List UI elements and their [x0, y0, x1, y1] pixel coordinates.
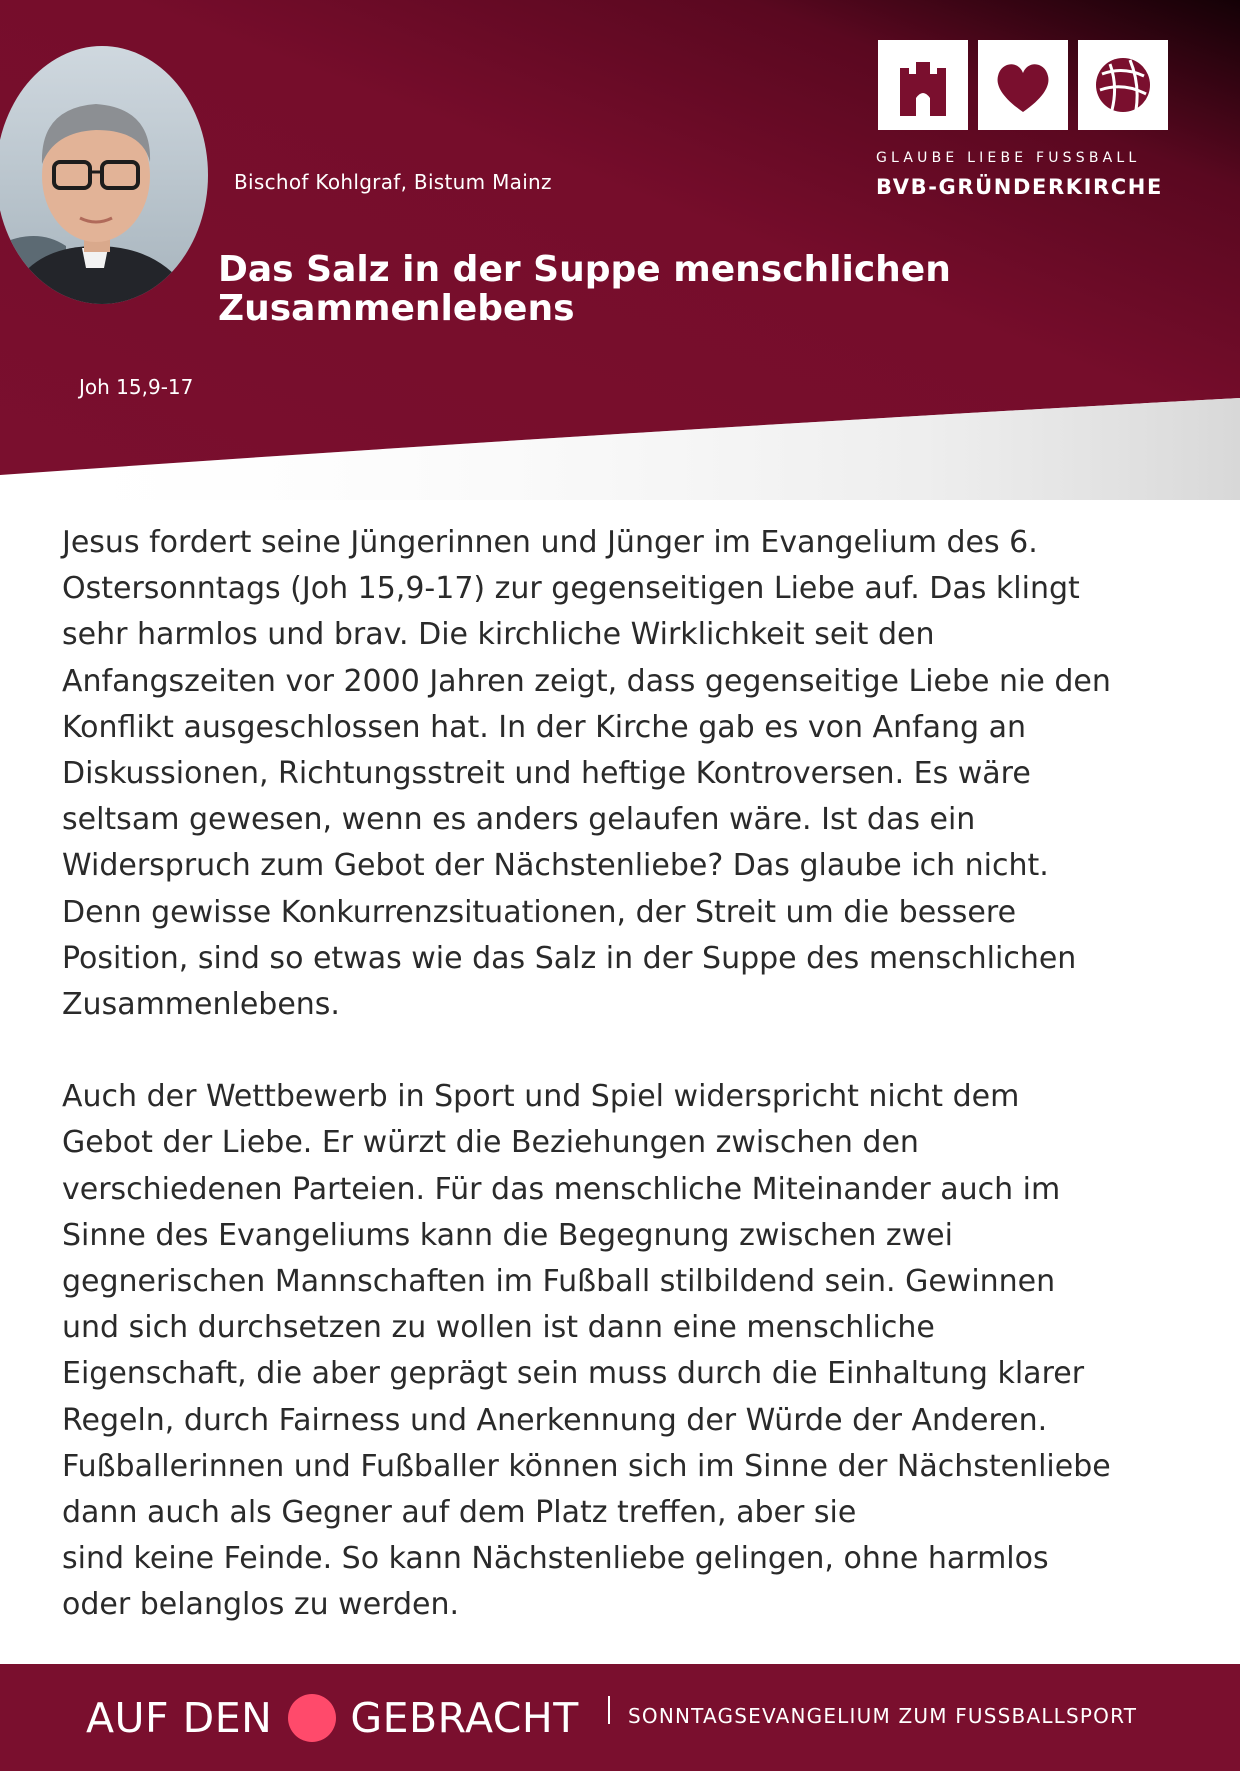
text-line: seltsam gewesen, wenn es anders gelaufen wäre. Ist das ein [62, 802, 976, 838]
bible-reference: Joh 15,9-17 [79, 375, 194, 399]
title-line-2: Zusammenlebens [218, 288, 575, 329]
text-line: Jesus fordert seine Jüngerinnen und Jünger im Evangelium des 6. [62, 525, 1038, 560]
text-line: Anfangszeiten vor 2000 Jahren zeigt, dass gegenseitige Liebe nie den [62, 663, 1111, 699]
text-line: Gebot der Liebe. Er würzt die Beziehungen zwischen den [62, 1125, 919, 1161]
text-line: sehr harmlos und brav. Die kirchliche Wirklichkeit seit den [62, 617, 935, 653]
text-line: und sich durchsetzen zu wollen ist dann eine menschliche [62, 1310, 935, 1346]
logo-tagline: GLAUBE LIEBE FUSSBALL [876, 150, 1141, 166]
ball-icon [288, 1694, 336, 1742]
text-line: Position, sind so etwas wie das Salz in der Suppe des menschlichen [62, 940, 1077, 976]
text-line: Zusammenlebens. [62, 987, 340, 1023]
footer-brand-part-1: AUF DEN [86, 1694, 273, 1742]
text-line: Konflikt ausgeschlossen hat. In der Kirche gab es von Anfang an [62, 709, 1027, 745]
page-title [218, 250, 978, 328]
paragraph-1 [62, 520, 1192, 1028]
text-line: Diskussionen, Richtungsstreit und heftige Kontroversen. Es wäre [62, 756, 1031, 792]
text-line: Ostersonntags (Joh 15,9-17) zur gegenseitigen Liebe auf. Das klingt [62, 571, 1080, 607]
text-line: dann auch als Gegner auf dem Platz treffen, aber sie [62, 1495, 857, 1531]
footer-subtitle: SONNTAGSEVANGELIUM ZUM FUSSBALLSPORT [628, 1704, 1138, 1728]
header-banner [0, 0, 1240, 500]
footer-bar [0, 1664, 1240, 1771]
football-icon [1078, 40, 1168, 130]
text-line: Auch der Wettbewerb in Sport und Spiel widerspricht nicht dem [62, 1079, 1020, 1115]
text-line: oder belanglos zu werden. [62, 1587, 460, 1623]
heart-icon [978, 40, 1068, 130]
text-line: verschiedenen Parteien. Für das menschliche Miteinander auch im [62, 1171, 1061, 1207]
text-line: gegnerischen Mannschaften im Fußball stilbildend sein. Gewinnen [62, 1264, 1056, 1300]
author-name: Bischof Kohlgraf, Bistum Mainz [234, 170, 552, 194]
footer-brand-part-2: GEBRACHT [350, 1694, 579, 1742]
text-line: Regeln, durch Fairness und Anerkennung der Würde der Anderen. [62, 1402, 1048, 1438]
logo-brand: BVB-GRÜNDERKIRCHE [876, 175, 1163, 199]
text-line: Fußballerinnen und Fußballer können sich im Sinne der Nächstenliebe [62, 1448, 1111, 1484]
paragraph-gap [62, 1028, 1192, 1074]
text-line: Denn gewisse Konkurrenzsituationen, der Streit um die bessere [62, 894, 1017, 930]
paragraph-2 [62, 1074, 1192, 1628]
author-portrait [0, 46, 208, 304]
article-body [62, 520, 1192, 1629]
text-line: Widerspruch zum Gebot der Nächstenliebe? Das glaube ich nicht. [62, 848, 1049, 884]
text-line: Eigenschaft, die aber geprägt sein muss durch die Einhaltung klarer [62, 1356, 1085, 1392]
text-line: Sinne des Evangeliums kann die Begegnung zwischen zwei [62, 1217, 953, 1253]
footer-brand [86, 1692, 579, 1744]
text-line: sind keine Feinde. So kann Nächstenliebe gelingen, ohne harmlos [62, 1541, 1049, 1577]
church-icon [878, 40, 968, 130]
title-line-1: Das Salz in der Suppe menschlichen [218, 249, 951, 290]
footer-divider [608, 1696, 610, 1724]
